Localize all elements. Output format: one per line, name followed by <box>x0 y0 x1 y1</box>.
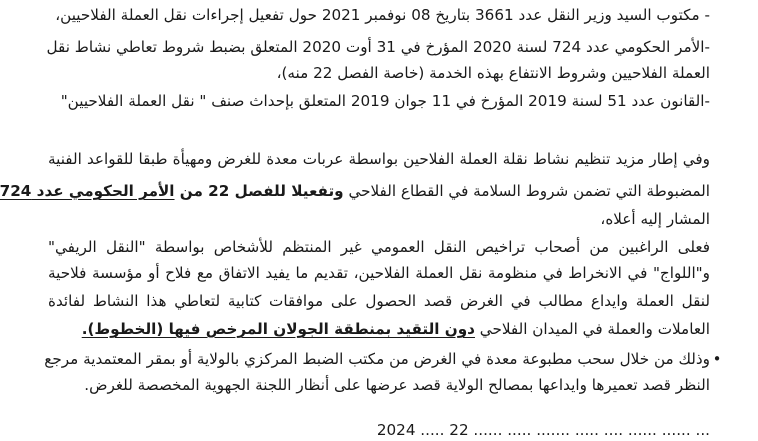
reference-line-4: -القانون عدد 51 لسنة 2019 المؤرخ في 11 جوان 2019 المتعلق بإحداث صنف " نقل العملة الفلاحيين" <box>60 92 710 110</box>
paragraph2-line4-bold: دون التقيد بمنطقة الجولان المرخص فيها (الخطوط). <box>81 320 475 338</box>
paragraph1-line3: المشار إليه أعلاه، <box>600 210 710 228</box>
paragraph2-line1: فعلى الراغبين من أصحاب تراخيص النقل العمومي غير المنتظم للأشخاص بواسطة "النقل الريفي" <box>48 238 710 256</box>
cutoff-line: ... ...... ...... .... ..... ....... ..... ...... 22 ..... 2024 <box>376 421 710 439</box>
paragraph2-line3: لنقل العملة وايداع مطالب في الغرض قصد الحصول على موافقات كتابية لتعاطي هذا النشاط لفائدة <box>48 292 710 310</box>
paragraph1-line2-bold-b: الأمر الحكومي عدد 724 <box>0 182 175 200</box>
paragraph2-line4-plain: العاملات والعملة في الميدان الفلاحي <box>474 320 710 338</box>
paragraph2-line4 <box>48 318 710 340</box>
reference-line-3: العملة الفلاحيين وشروط الانتفاع بهذه الخدمة (خاصة الفصل 22 منه)، <box>276 64 710 82</box>
paragraph1-line2-plain: المضبوطة التي تضمن شروط السلامة في القطاع الفلاحي <box>343 182 710 200</box>
paragraph3-line2: النظر قصد تعميرها وايداعها بمصالح الولاية قصد عرضها على أنظار اللجنة الجهوية المخصصة للغرض. <box>84 376 710 394</box>
reference-line-2: -الأمر الحكومي عدد 724 لسنة 2020 المؤرخ في 31 أوت 2020 المتعلق بضبط شروط تعاطي نشاط نقل <box>46 38 710 56</box>
paragraph2-line2: و"اللواج" في الانخراط في منظومة نقل العملة الفلاحين، تقديم ما يفيد الاتفاق مع فلاح أو مؤسسة فلاحية <box>48 264 710 282</box>
paragraph1-line2-bold-a: وتفعيلا للفصل 22 من <box>174 182 344 200</box>
paragraph1-line2 <box>0 180 710 202</box>
reference-line-1: - مكتوب السيد وزير النقل عدد 3661 بتاريخ 08 نوفمبر 2021 حول تفعيل إجراءات نقل العملة الفلاحيين، <box>55 6 710 24</box>
bullet-marker: • <box>712 350 722 368</box>
paragraph1-line1: وفي إطار مزيد تنظيم نشاط نقلة العملة الفلاحين بواسطة عربات معدة للغرض ومهيأة طبقا للقواعد الفنية <box>48 150 710 168</box>
paragraph3-line1: وذلك من خلال سحب مطبوعة معدة في الغرض من مكتب الضبط المركزي بالولاية أو بمقر المعتمدية مرجع <box>44 350 710 368</box>
